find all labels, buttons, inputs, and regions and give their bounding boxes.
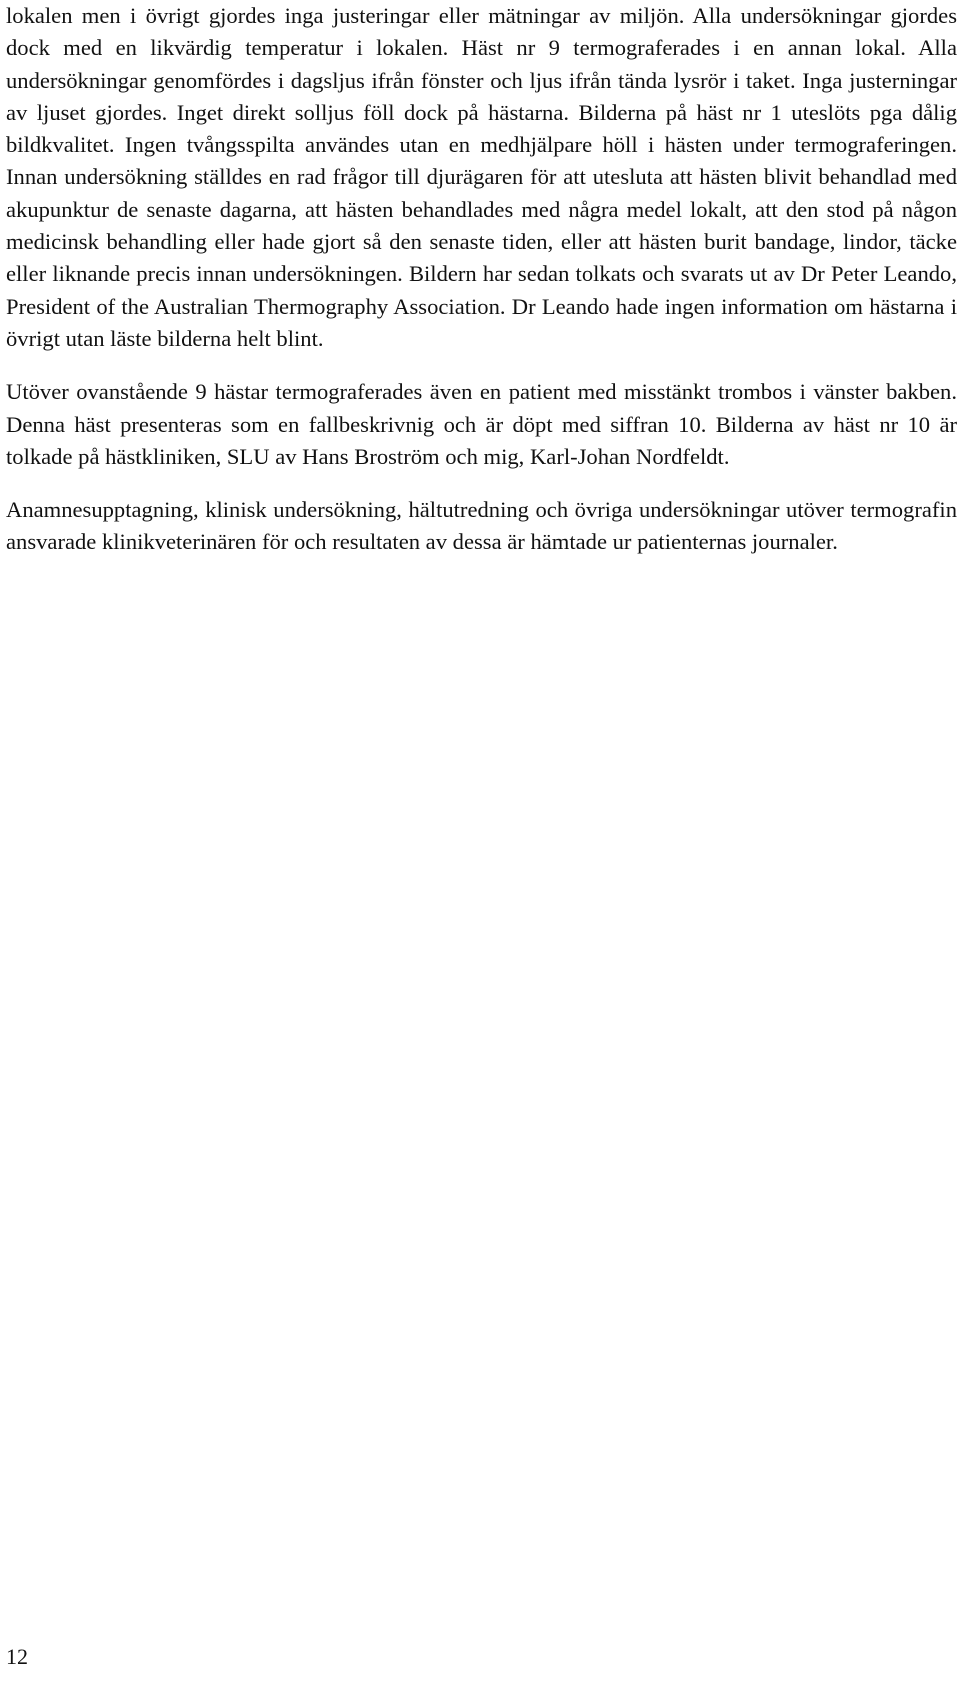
paragraph-anamnesis: Anamnesupptagning, klinisk undersökning, hältutredning och övriga undersökningar utöver termografin ansvarade klinikveterinären för och resultaten av dessa är hämtade ur patienternas journaler. bbox=[6, 497, 957, 555]
page-number: 12 bbox=[6, 1644, 28, 1669]
document-page bbox=[6, 0, 957, 559]
paragraph-method: lokalen men i övrigt gjordes inga justeringar eller mätningar av miljön. Alla undersökningar gjordes dock med en likvärdig temperatur i lokalen. Häst nr 9 termograferades i en annan lokal. Alla undersökningar genomfördes i dagsljus ifrån fönster och ljus ifrån tända lysrör i taket. Inga justerningar av ljuset gjordes. Inget direkt solljus föll dock på hästarna. Bilderna på häst nr 1 uteslöts pga dålig bildkvalitet. Ingen tvångsspilta användes utan en medhjälpare höll i hästen under termograferingen. Innan undersökning ställdes en rad frågor till djurägaren för att utesluta att hästen blivit behandlad med akupunktur de senaste dagarna, att hästen behandlades med några medel lokalt, att den stod på någon medicinsk behandling eller hade gjort så den senaste tiden, eller att hästen burit bandage, lindor, täcke eller liknande precis innan undersökningen. Bildern har sedan tolkats och svarats ut av Dr Peter Leando, President of the Australian Thermography Association. Dr Leando hade ingen information om hästarna i övrigt utan läste bilderna helt blint. bbox=[6, 3, 957, 351]
paragraph-additional-patient: Utöver ovanstående 9 hästar termograferades även en patient med misstänkt trombos i vänster bakben. Denna häst presenteras som en fallbeskrivnig och är döpt med siffran 10. Bilderna av häst nr 10 är tolkade på hästkliniken, SLU av Hans Broström och mig, Karl-Johan Nordfeldt. bbox=[6, 379, 957, 469]
